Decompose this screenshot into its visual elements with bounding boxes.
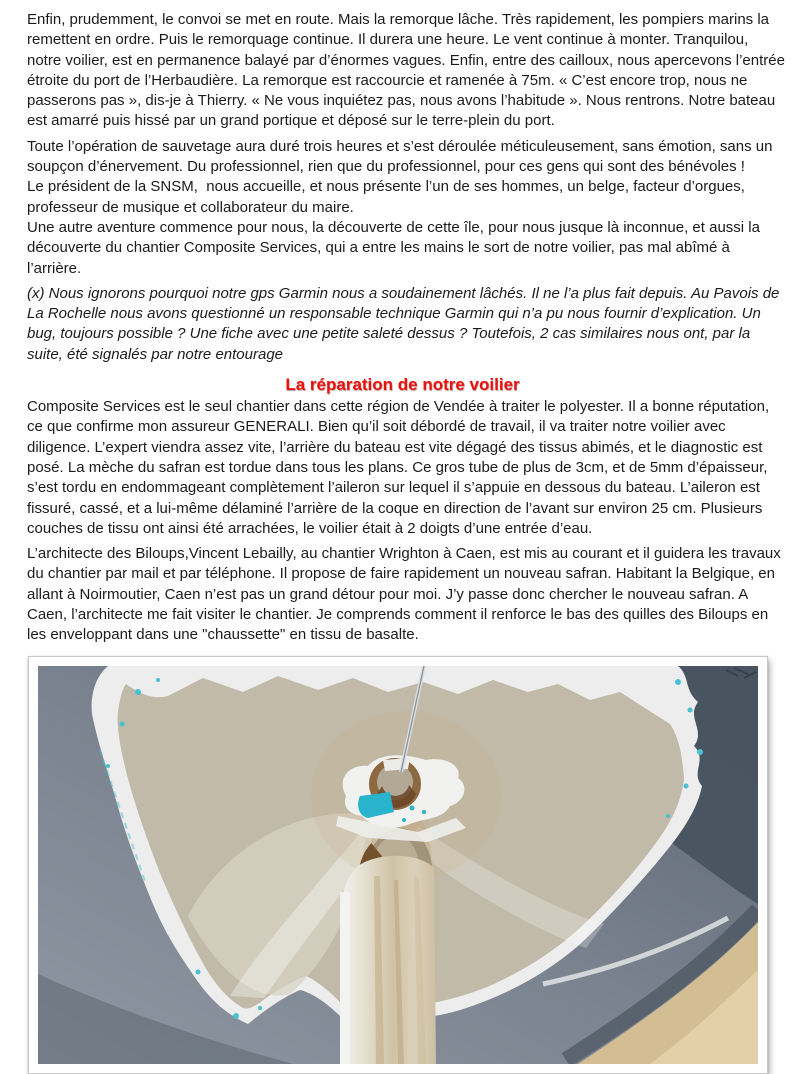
paragraph-garmin-note: (x) Nous ignorons pourquoi notre gps Garmin nous a soudainement lâchés. Il ne l’a plus fait depuis. Au Pavois de La Rochelle nous avons questionné un responsable technique Garmin qui n’a pu nous fournir d’explication. Un bug, toujours possible ? Une fiche avec une petite saleté dessus ? Toutefois, 2 cas similaires nous ont, par la suite, été signalés par notre entourage: [27, 284, 780, 363]
post-left-highlight: [340, 892, 350, 1064]
paragraph-rescue-debrief: Toute l’opération de sauvetage aura duré trois heures et s’est déroulée méticuleusement, sans émotion, sans un soupçon d’énervement. Du professionnel, rien que du professionnel, pour ces gens qui sont des bénévoles ! Le président de la SNSM, nous accueille, et nous présente l’un de ses hommes, un belge, facteur d’orgues, professeur de musique et collaborateur du maire. Une autre aventure commence pour nous, la découverte de cette île, pour nous jusque là inconnue, et aussi la découverte du chantier Composite Services, qui a entre les mains le sort de notre voilier, pas mal abîmé à l’arrière.: [27, 137, 773, 277]
hull-damage-illustration: [38, 666, 758, 1064]
hull-damage-photo: [28, 656, 768, 1074]
section-heading-repair: La réparation de notre voilier: [285, 375, 520, 395]
paragraph-rescue-tow: Enfin, prudemment, le convoi se met en route. Mais la remorque lâche. Très rapidement, les pompiers marins la remettent en ordre. Puis le remorquage continue. Il durera une heure. Le vent continue à monter. Tranquilou, notre voilier, est en permanence balayé par d’énormes vagues. Enfin, entre des cailloux, nous apercevons l’entrée étroite du port de l’Herbaudière. La remorque est raccourcie et ramenée à 75m. « C’est encore trop, nous ne passerons pas », dis-je à Thierry. « Ne vous inquiétez pas, nous avons l’habitude ». Nous rentrons. Notre bateau est amarré puis hissé par un grand portique et déposé sur le terre-plein du port.: [27, 11, 785, 130]
paragraph-architect-visit: L’architecte des Biloups,Vincent Lebailly, au chantier Wrighton à Caen, est mis au courant et il guidera les travaux du chantier par mail et par téléphone. Il propose de faire rapidement un nouveau safran. Habitant la Belgique, en allant à Noirmoutier, Caen n’est pas un grand détour pour moi. J’y passe donc chercher le nouveau safran. A Caen, l’architecte me fait visiter le chantier. Je comprends comment il renforce le bas des quilles des Biloups en les enveloppant dans une "chaussette" en tissu de basalte.: [27, 545, 781, 644]
paragraph-repair-intro: Composite Services est le seul chantier dans cette région de Vendée à traiter le polyester. Il a bonne réputation, ce que confirme mon assureur GENERALI. Bien qu’il soit débordé de travail, il va traiter notre voilier avec diligence. L’expert viendra assez vite, l’arrière du bateau est vite dégagé des tissus abimés, et le diagnostic est posé. La mèche du safran est tordue dans tous les plans. Ce gros tube de plus de 3cm, et de 5mm d’épaisseur, s’est tordu en endommageant complètement l’aileron sur lequel il s’appuie en dessous du bateau. L’aileron est fissuré, cassé, et a lui-même délaminé l’arrière de la coque en direction de l’avant sur environ 25 cm. Plusieurs couches de tissu ont ainsi été arrachées, le voilier était à 2 doigts d’une entrée d’eau.: [27, 398, 770, 537]
